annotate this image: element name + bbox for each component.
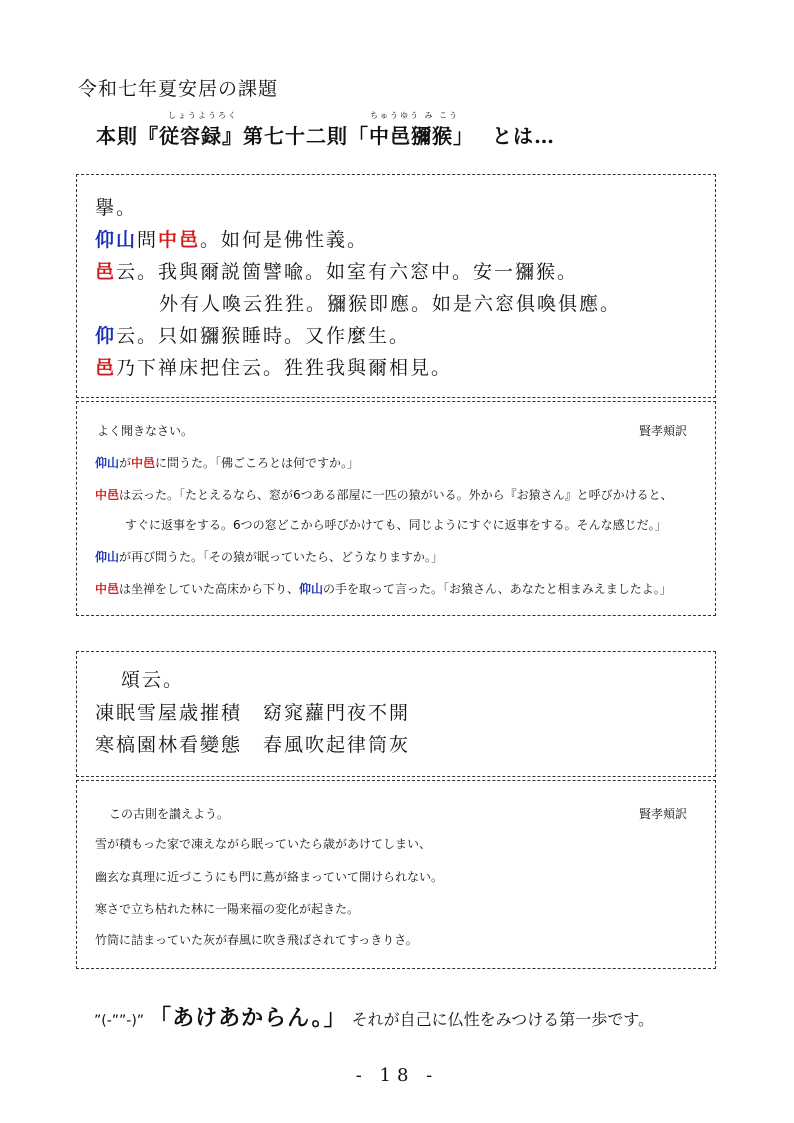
translator-credit: 賢孝頬訳	[638, 424, 687, 438]
case-title-ruby: ちゅうゆう み こう	[370, 111, 460, 120]
case-line-text: 乃下禅床把住云。狌狌我與爾相見。	[116, 357, 453, 379]
headline-suffix: とは…	[491, 124, 555, 148]
case-line	[95, 256, 578, 288]
case-title-wrap	[348, 111, 474, 148]
translation-line	[95, 486, 673, 503]
verse-translation-box	[76, 780, 716, 969]
case-line: 外有人喚云狌狌。獼猴即應。如是六窓俱喚俱應。	[159, 293, 622, 315]
name-chuyu: 中邑	[95, 488, 120, 502]
page-number: - 18 -	[355, 1065, 439, 1086]
translation-text: は坐禅をしていた高床から下り、	[119, 582, 300, 596]
case-line	[95, 224, 368, 256]
verse-line: 凍眠雪屋歳摧積 窈窕蘿門夜不開	[95, 702, 411, 724]
case-line	[95, 320, 410, 352]
verse-translation-line: 幽玄な真理に近づこうにも門に蔦が絡まっていて開けられない。	[95, 870, 444, 884]
closing-text: それが自己に仏性をみつける第一歩です。	[351, 1010, 654, 1029]
verse-translation-intro: この古則を讃えよう。	[109, 807, 230, 821]
name-kyozan: 仰山	[95, 456, 120, 470]
emoticon: ”(-””-)”	[94, 1013, 145, 1029]
translation-text: は云った。「たとえるなら、窓が6つある部屋に一匹の猿がいる。外から『お猿さん』と呼びかけると、	[119, 488, 673, 502]
name-kyozan: 仰	[95, 325, 117, 347]
page-title: 令和七年夏安居の課題	[78, 78, 279, 100]
headline-mid: 第七十二則	[243, 124, 348, 148]
name-chuyu: 中邑	[158, 229, 201, 251]
book-title-wrap	[138, 111, 243, 148]
translation-text: が	[119, 456, 132, 470]
translation-line	[95, 580, 672, 597]
verse-box	[76, 651, 716, 777]
name-chuyu: 邑	[95, 357, 117, 379]
name-chuyu: 中邑	[131, 456, 156, 470]
translation-intro: よく聞きなさい。	[97, 424, 194, 438]
case-text-box	[76, 174, 716, 398]
translation-text: が再び問うた。「その猿が眠っていたら、どうなりますか。」	[119, 550, 444, 564]
name-chuyu: 邑	[95, 261, 117, 283]
case-line: 擧。	[95, 197, 138, 219]
verse-translation-line: 雪が積もった家で凍えながら眠っていたら歳があけてしまい、	[95, 837, 432, 851]
case-translation-box	[76, 401, 716, 616]
case-line-text: 云。只如獼猴睡時。又作麼生。	[116, 325, 411, 347]
case-line-text: 。如何是佛性義。	[200, 229, 369, 251]
translator-credit: 賢孝頬訳	[638, 807, 687, 821]
translation-text: に問うた。「佛ごころとは何ですか。」	[155, 456, 360, 470]
headline-prefix: 本則	[96, 124, 138, 148]
case-title: 「中邑獼猴」	[348, 124, 474, 148]
verse-translation-line: 寒さで立ち枯れた林に一陽来福の変化が起きた。	[95, 902, 360, 916]
book-title: 『従容録』	[138, 124, 243, 148]
book-title-ruby: しょうようろく	[168, 111, 238, 120]
name-kyozan: 仰山	[95, 229, 138, 251]
case-headline	[96, 111, 555, 149]
translation-text: の手を取って言った。「お猿さん、あなたと相まみえましたよ。」	[323, 582, 672, 596]
closing-message	[94, 1001, 654, 1032]
translation-line: すぐに返事をする。6つの窓どこから呼びかけても、同じようにすぐに返事をする。そんな感じだ。」	[125, 518, 667, 532]
case-line-text: 云。我與爾説箇譬喩。如室有六窓中。安一獼猴。	[116, 261, 579, 283]
case-line	[95, 352, 452, 384]
case-line-text: 問	[137, 229, 159, 251]
exclaim: 「あけあからん。」	[149, 1006, 347, 1031]
translation-line	[95, 548, 443, 565]
verse-translation-line: 竹筒に詰まっていた灰が春風に吹き飛ばされてすっきりさ。	[95, 933, 418, 947]
name-kyozan: 仰山	[299, 582, 324, 596]
translation-line	[95, 454, 359, 471]
verse-line: 寒槁園林看變態 春風吹起律筒灰	[95, 734, 411, 756]
name-chuyu: 中邑	[95, 582, 120, 596]
name-kyozan: 仰山	[95, 550, 120, 564]
verse-label: 頌云。	[121, 669, 185, 691]
